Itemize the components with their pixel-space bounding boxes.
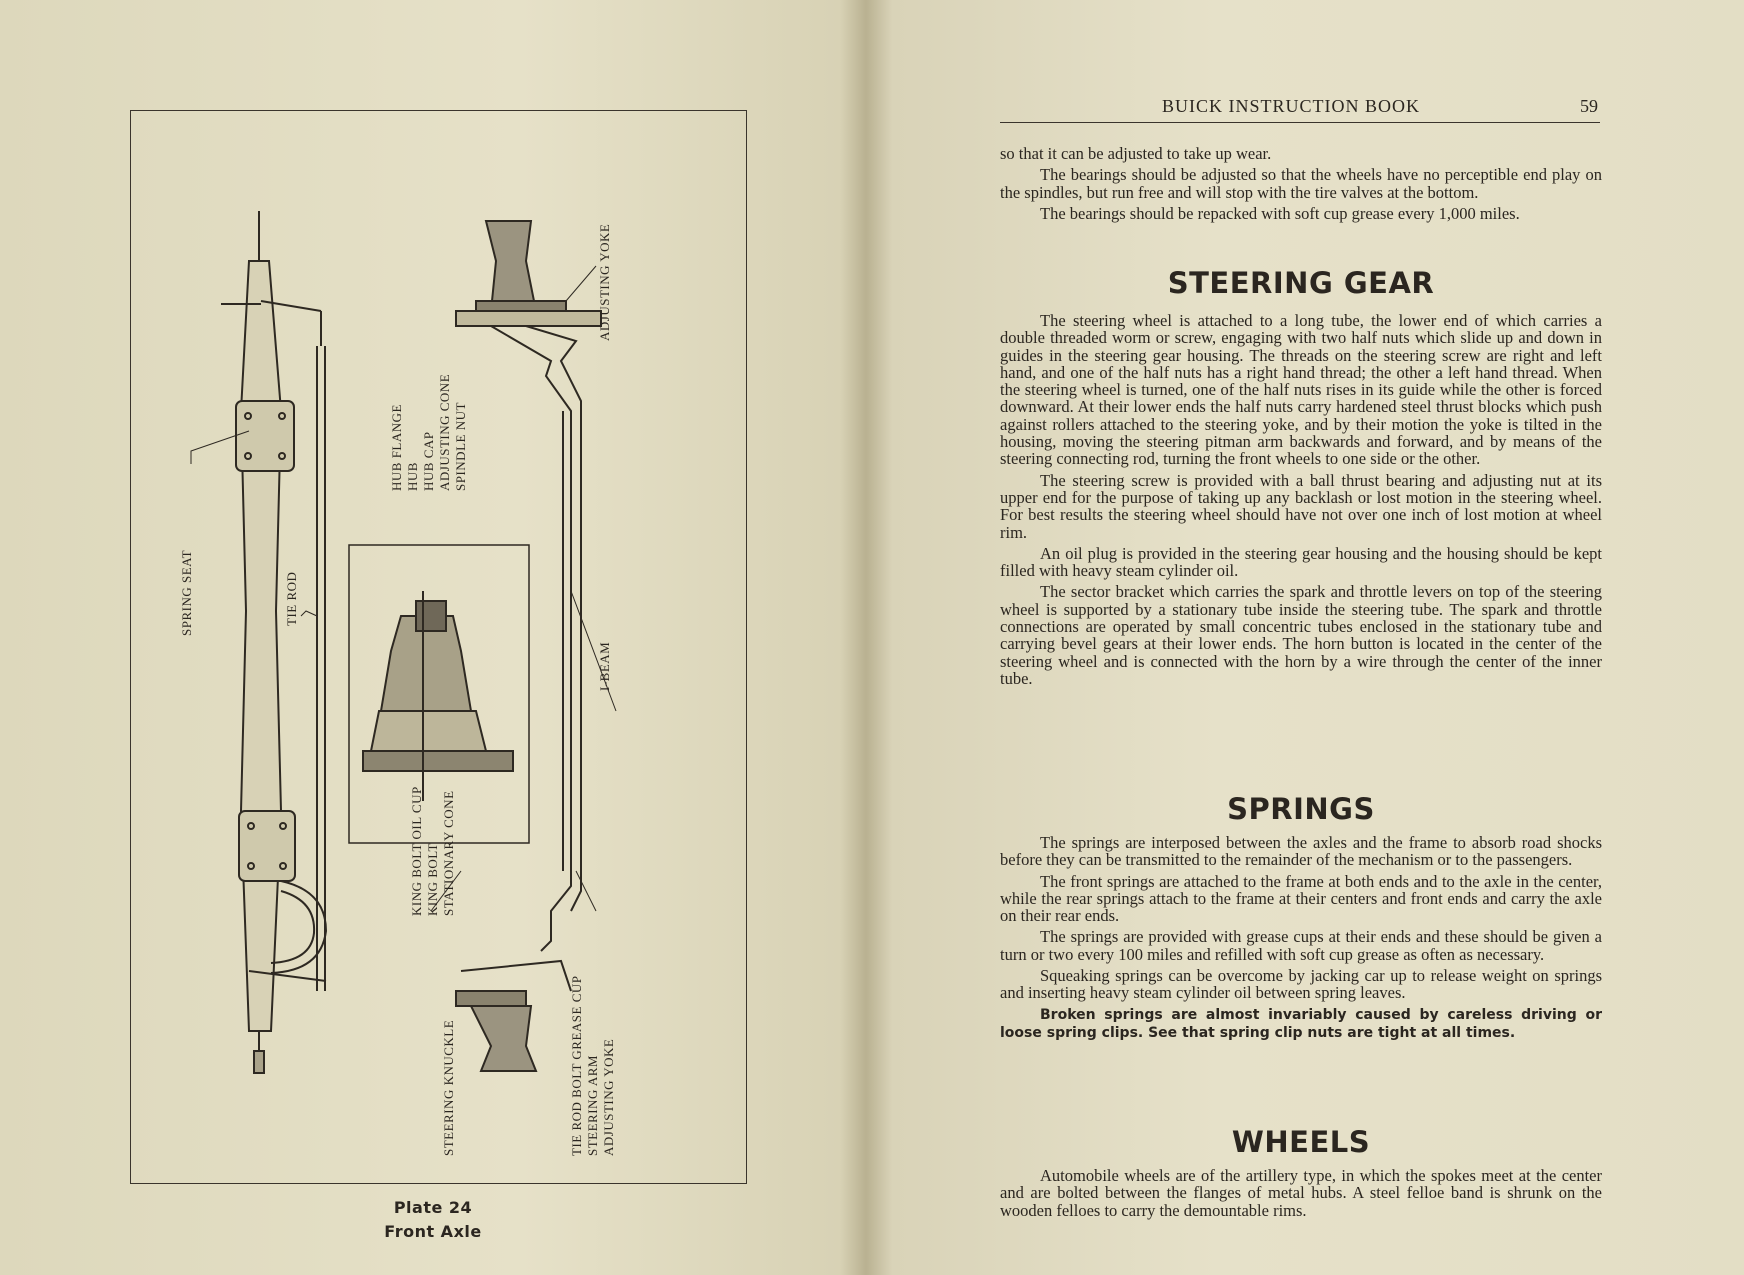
label-hub: HUB bbox=[405, 462, 420, 491]
label-adjusting-cone: ADJUSTING CONE bbox=[437, 373, 452, 491]
label-adjusting-yoke-bottom: ADJUSTING YOKE bbox=[601, 1038, 616, 1156]
paragraph: so that it can be adjusted to take up wear. bbox=[1000, 144, 1272, 163]
label-adjusting-yoke-top: ADJUSTING YOKE bbox=[597, 223, 612, 341]
label-tie-rod-bolt-grease-cup: TIE ROD BOLT GREASE CUP bbox=[569, 975, 584, 1156]
paragraph: Automobile wheels are of the artillery type, in which the spokes meet at the center and are bolted between the flanges of metal hubs. A steel felloe band is shrunk on the wooden felloes to carry the demountable rims. bbox=[1000, 1166, 1602, 1220]
label-king-bolt-oil-cup: KING BOLT OIL CUP bbox=[409, 786, 424, 916]
springs-section bbox=[1000, 834, 1602, 1046]
paragraph: An oil plug is provided in the steering gear housing and the housing should be kept filled with heavy steam cylinder oil. bbox=[1000, 543, 1602, 581]
axle-left-view bbox=[221, 211, 326, 1073]
hub-detail-inset bbox=[349, 545, 529, 843]
label-steering-knuckle: STEERING KNUCKLE bbox=[441, 1019, 456, 1156]
paragraph: The bearings should be repacked with soft cup grease every 1,000 miles. bbox=[1040, 203, 1520, 223]
paragraph: The front springs are attached to the frame at both ends and to the axle in the center, while the rear springs attach to the frame at their centers and front ends and carry the axle on their rear ends. bbox=[1000, 871, 1602, 926]
label-spring-seat: SPRING SEAT bbox=[179, 549, 194, 636]
label-hub-flange: HUB FLANGE bbox=[389, 404, 404, 491]
label-i-beam: I-BEAM bbox=[597, 641, 612, 691]
plate-number: Plate 24 bbox=[393, 1198, 473, 1217]
left-page bbox=[0, 0, 866, 1275]
wheels-section bbox=[1000, 1167, 1602, 1223]
page-header bbox=[1000, 96, 1600, 123]
plate-caption: Front Axle bbox=[384, 1222, 482, 1241]
plate-frame bbox=[130, 110, 747, 1184]
springs-warning: Broken springs are almost invariably caused by careless driving or loose spring clips. See that spring clip nuts are tight at all times. bbox=[1000, 1006, 1602, 1041]
label-steering-arm: STEERING ARM bbox=[585, 1055, 600, 1156]
intro-section bbox=[1000, 145, 1602, 226]
heading-steering-gear: STEERING GEAR bbox=[1167, 266, 1435, 300]
paragraph: The bearings should be adjusted so that the wheels have no perceptible end play on the spindles, but run free and will stop with the tire valves at the bottom. bbox=[1000, 165, 1602, 202]
paragraph: The steering wheel is attached to a long tube, the lower end of which carries a double threaded worm or screw, engaging with two half nuts which slide up and down in guides in the steering gear housing. The threads on the steering screw are right and left hand, and one of the half nuts has a right hand thread; the other a left hand thread. When the steering wheel is turned, one of the half nuts rises in its guide while the other is forced downward. At their lower ends the half nuts carry hardened steel thrust blocks which push against rollers attached to the steering yoke, and by their motion the yoke is tilted in the housing, moving the steering pitman arm backwards and forward, and by means of the steering connecting rod, turning the front wheels to one side or the other. bbox=[1000, 311, 1602, 469]
running-title: BUICK INSTRUCTION BOOK bbox=[1162, 96, 1421, 116]
label-tie-rod: TIE ROD bbox=[284, 571, 299, 626]
heading-wheels: WHEELS bbox=[1231, 1125, 1371, 1159]
paragraph: The springs are interposed between the axles and the frame to absorb road shocks before they can be transmitted to the remainder of the mechanism or to the passengers. bbox=[1000, 833, 1602, 870]
paragraph: The steering screw is provided with a ball thrust bearing and adjusting nut at its upper end for the purpose of taking up any backlash or lost motion in the steering wheel. For best results the steering wheel should have not over one inch of lost motion at wheel rim. bbox=[1000, 470, 1602, 542]
steering-section bbox=[1000, 312, 1602, 691]
page-number: 59 bbox=[1580, 96, 1598, 116]
heading-springs: SPRINGS bbox=[1227, 792, 1375, 826]
label-stationary-cone: STATIONARY CONE bbox=[441, 790, 456, 916]
paragraph: The springs are provided with grease cups at their ends and these should be given a turn or two every 100 miles and refilled with soft cup grease as often as necessary. bbox=[1000, 927, 1602, 964]
paragraph: The sector bracket which carries the spark and throttle levers on top of the steering wheel is supported by a stationary tube inside the steering tube. The spark and throttle connections are operated by small concentric tubes enclosed in the stationary tube and carrying bevel gears at their lower ends. The horn button is located in the center of the steering wheel and is connected with the horn by a wire through the center of the inner tube. bbox=[1000, 582, 1602, 688]
label-king-bolt: KING BOLT bbox=[425, 843, 440, 916]
paragraph: Squeaking springs can be overcome by jacking car up to release weight on springs and inserting heavy steam cylinder oil between spring leaves. bbox=[1000, 966, 1602, 1003]
front-axle-illustration bbox=[131, 111, 746, 1183]
label-spindle-nut: SPINDLE NUT bbox=[453, 402, 468, 491]
label-hub-cap: HUB CAP bbox=[421, 431, 436, 491]
